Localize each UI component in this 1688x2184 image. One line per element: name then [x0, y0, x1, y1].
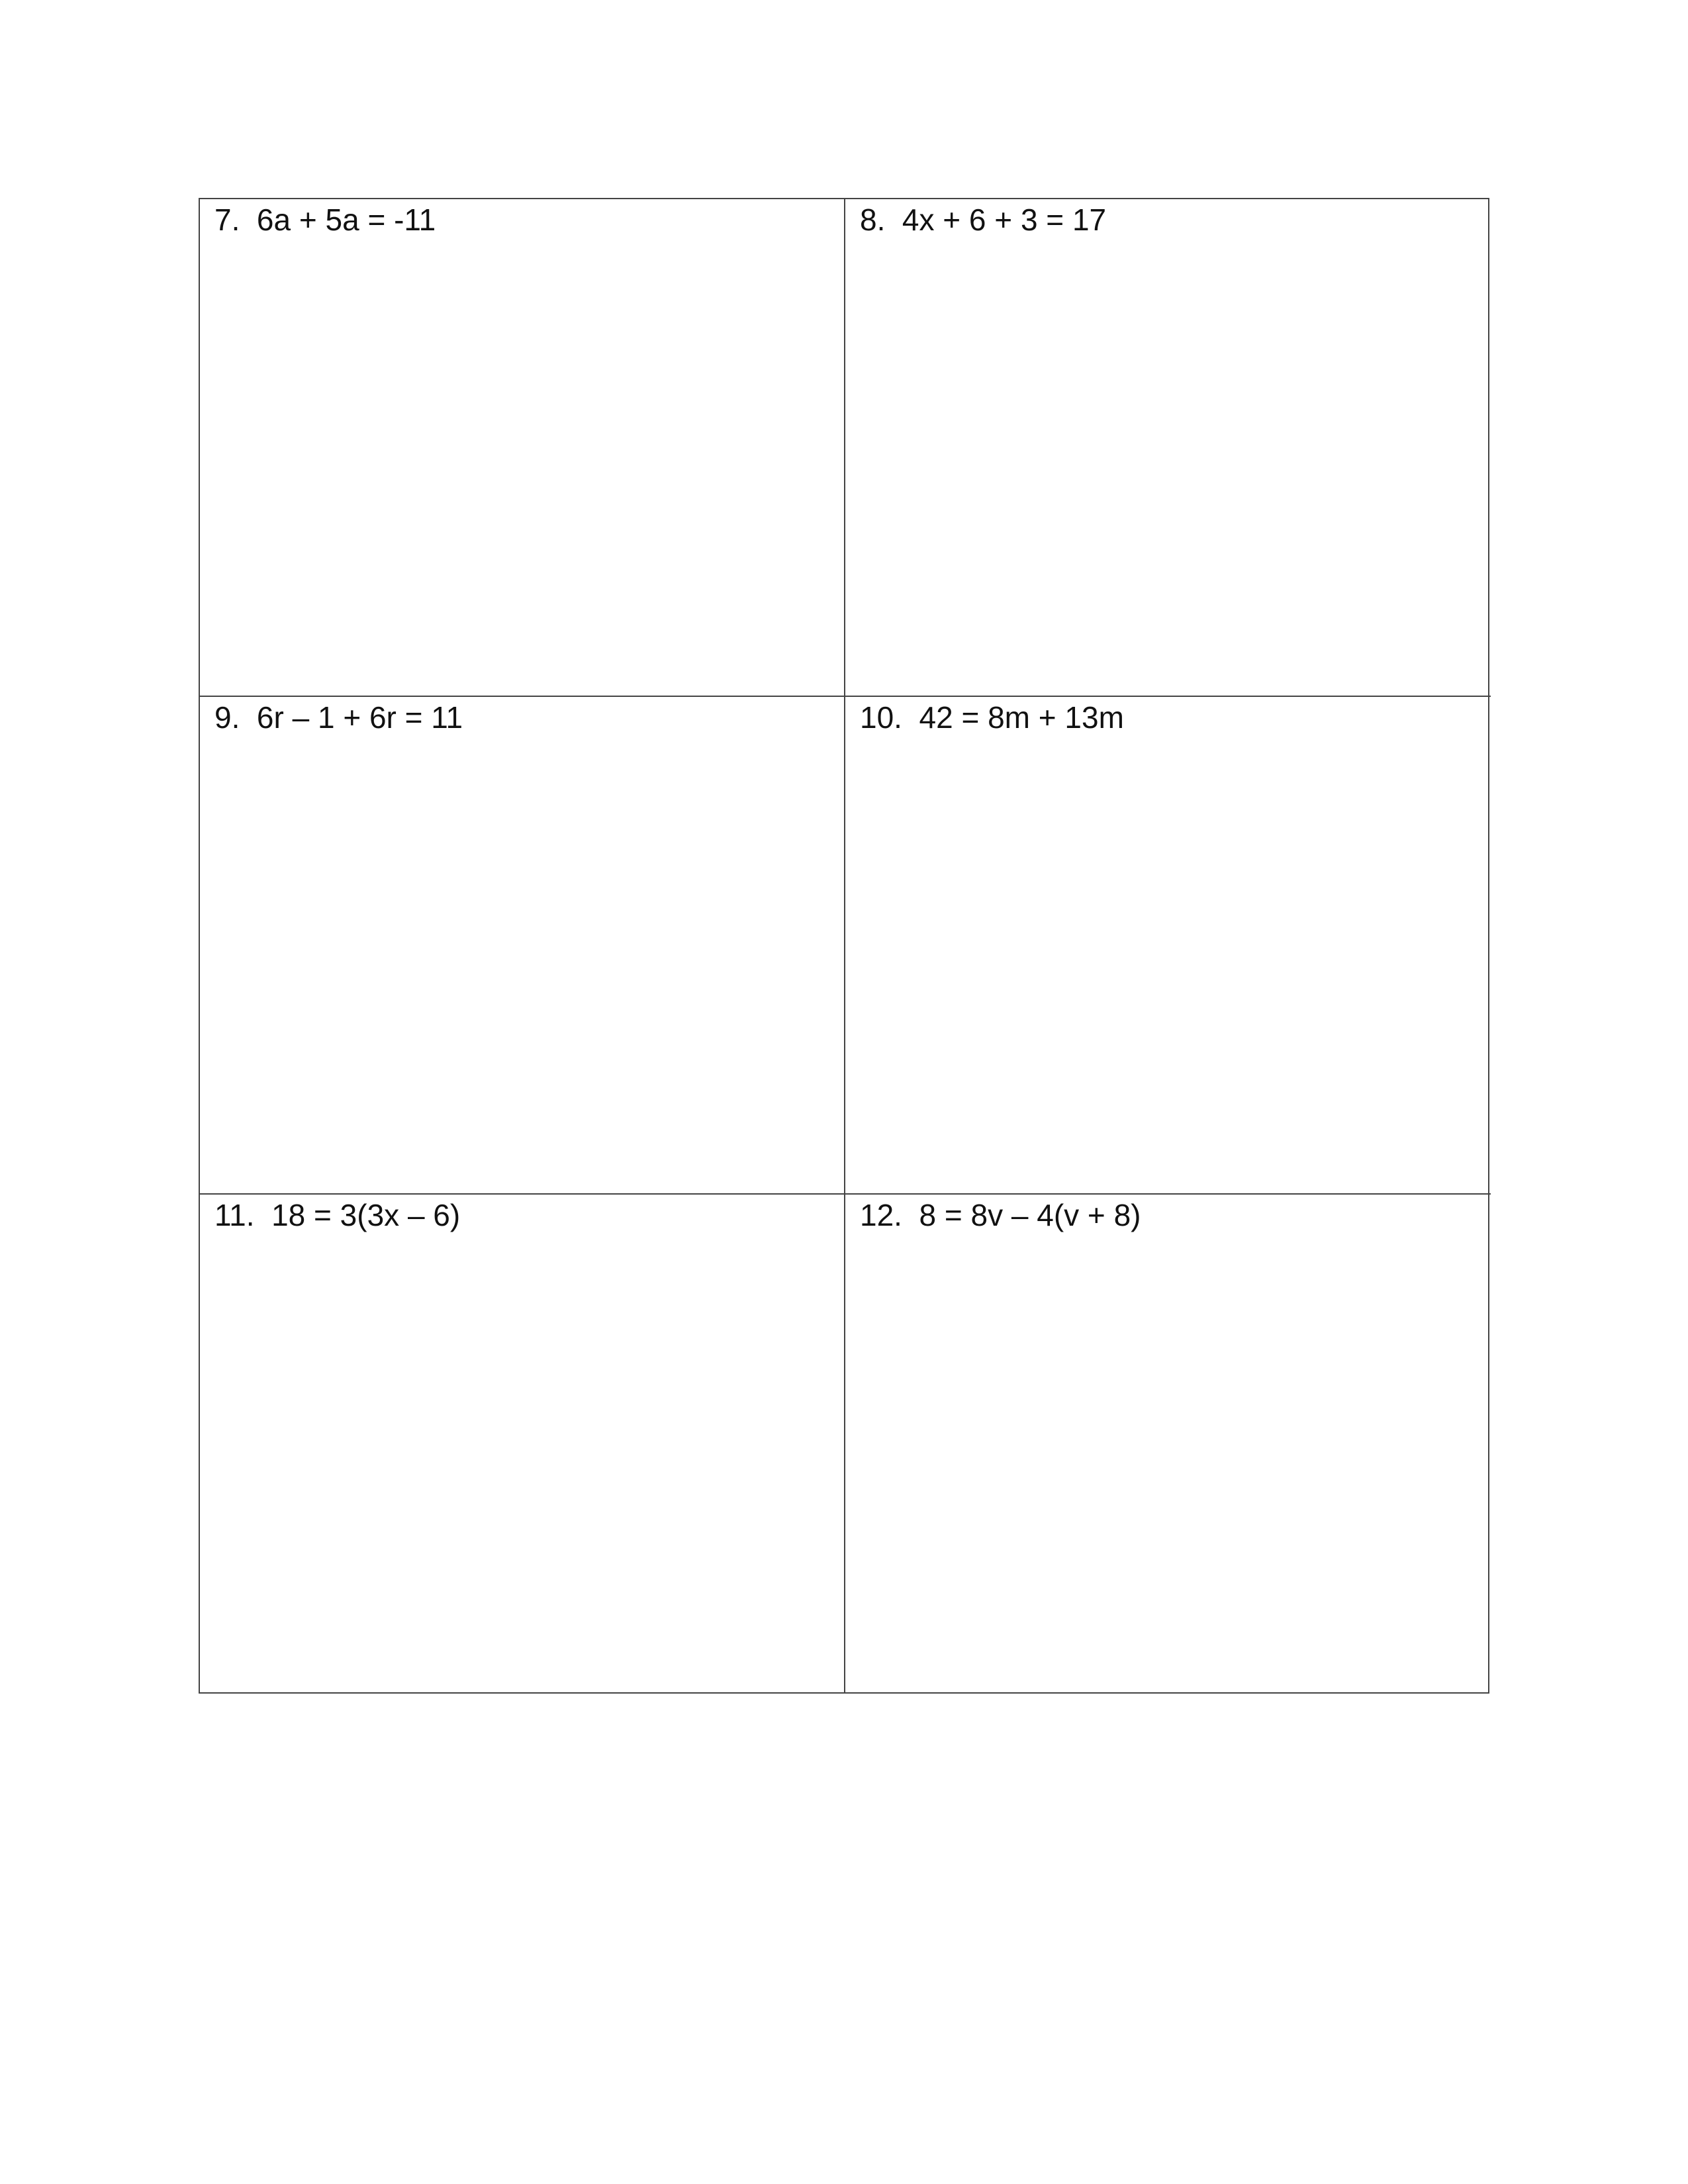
problem-cell-9	[200, 697, 845, 1195]
problem-cell-7	[200, 199, 845, 697]
problem-10-text: 10. 42 = 8m + 13m	[860, 700, 1124, 735]
problem-cell-10	[845, 697, 1491, 1195]
problem-cell-11	[200, 1195, 845, 1692]
problem-cell-8	[845, 199, 1491, 697]
problem-grid	[199, 198, 1489, 1694]
problem-cell-12	[845, 1195, 1491, 1692]
problem-12-text: 12. 8 = 8v – 4(v + 8)	[860, 1198, 1141, 1232]
problem-11-text: 11. 18 = 3(3x – 6)	[214, 1198, 461, 1232]
problem-7-text: 7. 6a + 5a = -11	[214, 203, 436, 237]
problem-8-text: 8. 4x + 6 + 3 = 17	[860, 203, 1107, 237]
problem-9-text: 9. 6r – 1 + 6r = 11	[214, 700, 463, 735]
